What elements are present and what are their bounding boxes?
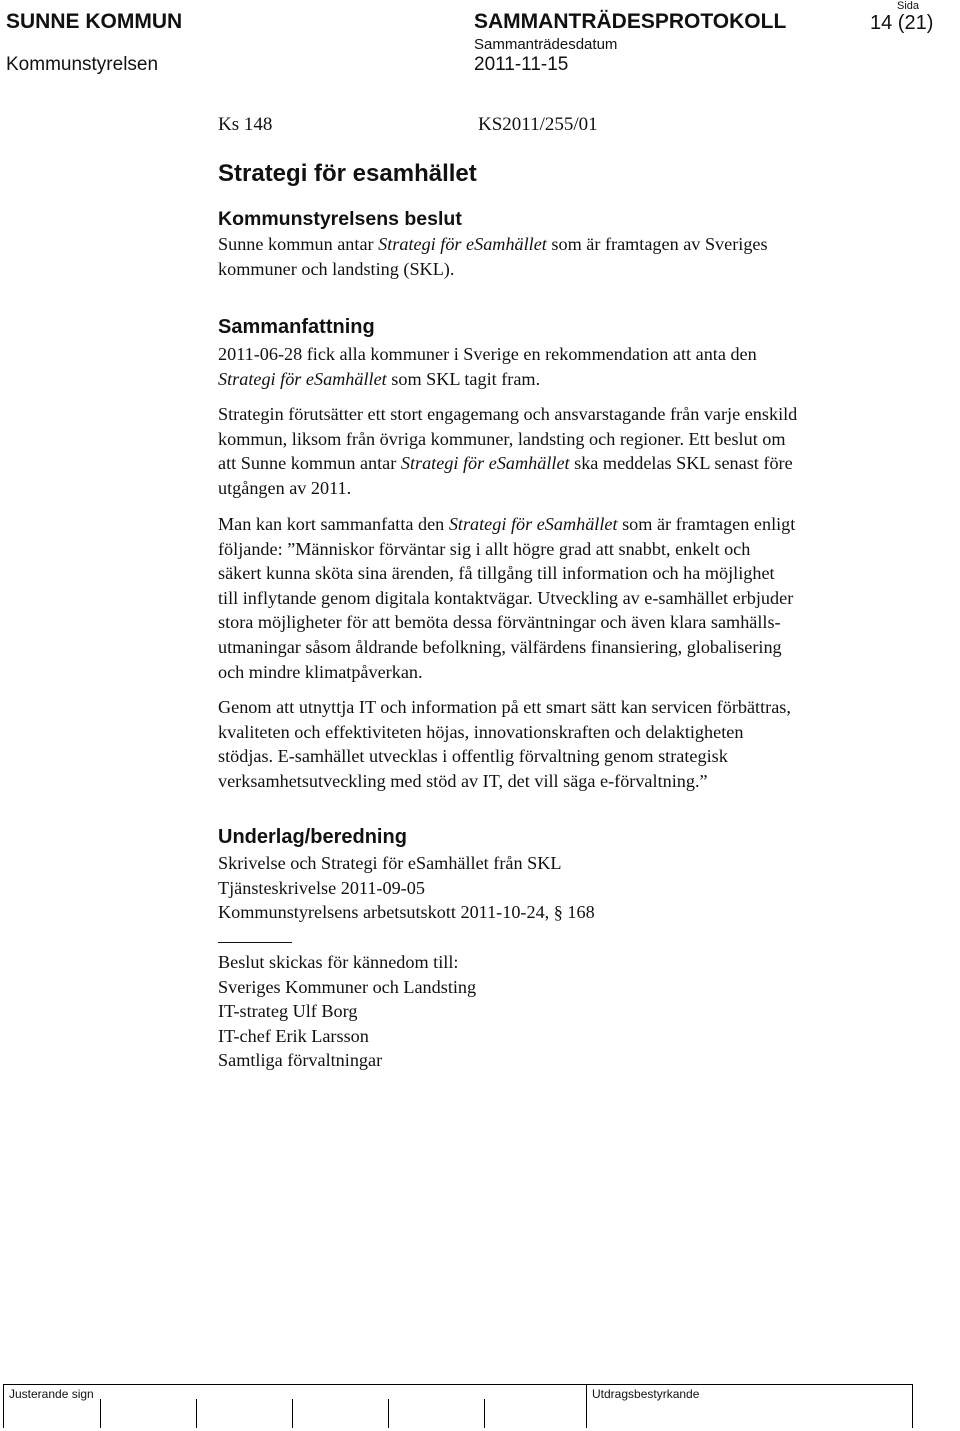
text-line: Genom att utnyttja IT och information på ett smart sätt kan servicen förbättras,: [218, 697, 791, 717]
summary-paragraph-1: [218, 342, 757, 391]
basis-item: Tjänsteskrivelse 2011-09-05: [218, 877, 425, 898]
case-number: KS2011/255/01: [478, 114, 598, 135]
extract-label: Utdragsbestyrkande: [592, 1387, 700, 1401]
sign-box: [388, 1399, 389, 1428]
decision-line-2: kommuner och landsting (SKL).: [218, 258, 455, 279]
recipient: Sveriges Kommuner och Landsting: [218, 976, 477, 997]
text-line: Man kan kort sammanfatta den Strategi för eSamhället som är framtagen enligt: [218, 514, 796, 534]
decision-heading: Kommunstyrelsens beslut: [218, 208, 462, 230]
text-line: utmaningar såsom åldrande befolkning, välfärdens finansiering, globalisering: [218, 636, 782, 657]
board-name: Kommunstyrelsen: [6, 54, 159, 75]
municipality-name: SUNNE KOMMUN: [6, 10, 183, 33]
footer-right-border: [912, 1384, 913, 1428]
text-line: stora möjligheter för att bemöta dessa förväntningar och även klara samhälls-: [218, 612, 781, 633]
distribution-heading: Beslut skickas för kännedom till:: [218, 952, 459, 972]
meeting-date-label: Sammanträdesdatum: [474, 36, 618, 53]
paragraph-number: Ks 148: [218, 114, 273, 135]
text-line: Strategin förutsätter ett stort engagemang och ansvarstagande från varje enskild: [218, 404, 798, 424]
text-line: verksamhetsutveckling med stöd av IT, det vill säga e-förvaltning.”: [218, 770, 708, 791]
summary-paragraph-3: [218, 512, 795, 684]
basis-item: Kommunstyrelsens arbetsutskott 2011-10-24, § 168: [218, 902, 595, 923]
text-line: till inflytande genom digitala kontaktvägar. Utveckling av e-samhället erbjuder: [218, 587, 794, 608]
footer-top-line: [3, 1384, 913, 1385]
page-label: Sida: [897, 0, 920, 12]
summary-heading: Sammanfattning: [218, 316, 375, 338]
decision-text: [218, 232, 768, 281]
decision-line-1: Sunne kommun antar Strategi för eSamhället som är framtagen av Sveriges: [218, 234, 768, 254]
divider: [218, 942, 292, 943]
sign-box: [100, 1399, 101, 1428]
summary-paragraph-2: [218, 402, 797, 500]
meeting-date: 2011-11-15: [474, 54, 569, 75]
sign-label: Justerande sign: [9, 1387, 94, 1401]
sign-box: [292, 1399, 293, 1428]
page-number: 14 (21): [870, 12, 934, 34]
text-line: 2011-06-28 fick alla kommuner i Sverige en rekommendation att anta den: [218, 344, 757, 364]
recipient: Samtliga förvaltningar: [218, 1050, 383, 1071]
recipient: IT-chef Erik Larsson: [218, 1025, 369, 1046]
text-line: följande: ”Människor förväntar sig i allt högre grad att snabbt, enkelt och: [218, 538, 751, 559]
text-line: kvaliteten och effektiviteten höjas, innovationskraften och delaktigheten: [218, 721, 744, 742]
footer-border: [3, 1384, 4, 1428]
summary-paragraph-4: [218, 695, 791, 793]
text-line: att Sunne kommun antar Strategi för eSamhället ska meddelas SKL senast före: [218, 453, 793, 474]
text-line: säkert kunna sköta sina ärenden, få tillgång till information och ha möjlighet: [218, 563, 775, 584]
text-line: utgången av 2011.: [218, 477, 352, 498]
text-line: och mindre klimatpåverkan.: [218, 661, 423, 682]
text-line: Strategi för eSamhället som SKL tagit fram.: [218, 368, 541, 389]
signature-footer: [3, 1384, 913, 1430]
basis-list: [218, 851, 595, 925]
case-title: Strategi för esamhället: [218, 160, 477, 187]
recipient: IT-strateg Ulf Borg: [218, 1001, 358, 1022]
document-type: SAMMANTRÄDESPROTOKOLL: [474, 10, 787, 33]
basis-item: Skrivelse och Strategi för eSamhället från SKL: [218, 853, 562, 873]
text-line: kommun, liksom från övriga kommuner, landsting och regioner. Ett beslut om: [218, 428, 786, 449]
basis-heading: Underlag/beredning: [218, 826, 407, 848]
text-line: stödjas. E-samhället utvecklas i offentlig förvaltning genom strategisk: [218, 746, 728, 767]
sign-box: [484, 1399, 485, 1428]
distribution-list: [218, 950, 476, 1073]
sign-box: [196, 1399, 197, 1428]
extract-box-border: [586, 1384, 587, 1428]
